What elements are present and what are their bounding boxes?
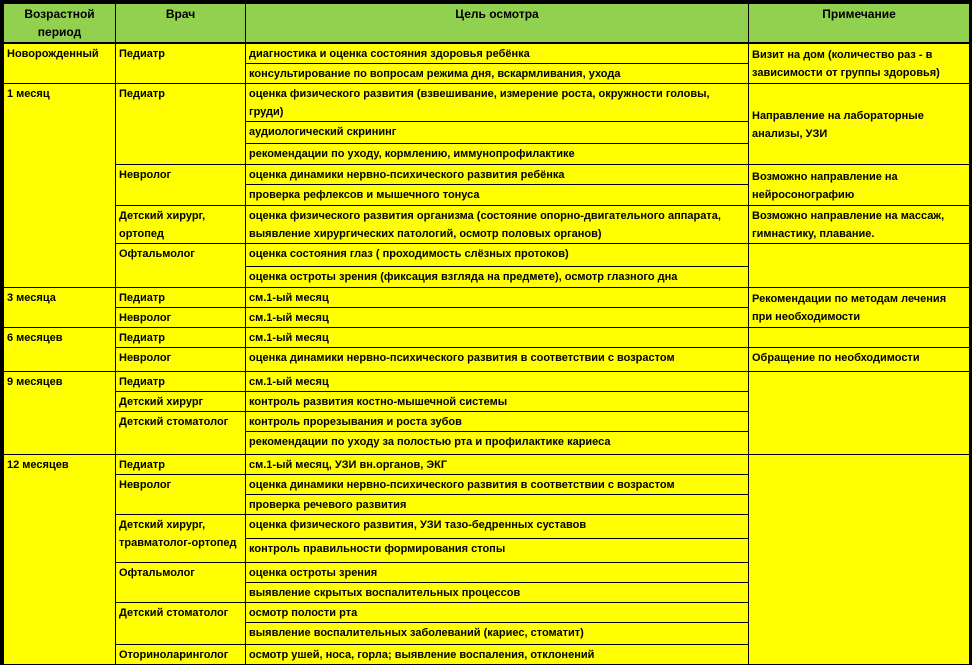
- checkup-schedule-table: [3, 3, 970, 665]
- doctor-cell: Педиатр: [116, 84, 246, 165]
- table-row: [4, 372, 970, 392]
- goal-cell: консультирование по вопросам режима дня, вскармливания, ухода: [246, 64, 749, 84]
- table-row: [4, 165, 970, 185]
- notes-cell: Возможно направление на массаж, гимнастику, плавание.: [749, 206, 970, 244]
- goal-cell: см.1-ый месяц: [246, 372, 749, 392]
- goal-cell: контроль правильности формирования стопы: [246, 539, 749, 563]
- doctor-cell: Офтальмолог: [116, 244, 246, 288]
- goal-cell: см.1-ый месяц, УЗИ вн.органов, ЭКГ: [246, 455, 749, 475]
- goal-cell: см.1-ый месяц: [246, 328, 749, 348]
- goal-cell: оценка динамики нервно-психического развития в соответствии с возрастом: [246, 348, 749, 372]
- age-period-cell: Новорожденный: [4, 43, 116, 84]
- goal-cell: выявление скрытых воспалительных процессов: [246, 583, 749, 603]
- table-row: [4, 455, 970, 475]
- goal-cell: оценка динамики нервно-психического развития в соответствии с возрастом: [246, 475, 749, 495]
- header-notes: Примечание: [749, 4, 970, 44]
- header-age-period: Возрастной период: [4, 4, 116, 44]
- doctor-cell: Детский стоматолог: [116, 603, 246, 645]
- doctor-cell: Оториноларинголог: [116, 645, 246, 665]
- doctor-cell: Педиатр: [116, 328, 246, 348]
- goal-cell: проверка рефлексов и мышечного тонуса: [246, 185, 749, 206]
- doctor-cell: Невролог: [116, 165, 246, 206]
- age-period-cell: 9 месяцев: [4, 372, 116, 455]
- notes-cell: Рекомендации по методам лечения при необходимости: [749, 288, 970, 328]
- doctor-cell: Педиатр: [116, 372, 246, 392]
- notes-cell: [749, 372, 970, 455]
- table-row: [4, 328, 970, 348]
- goal-cell: выявление воспалительных заболеваний (кариес, стоматит): [246, 623, 749, 645]
- doctor-cell: Невролог: [116, 475, 246, 515]
- header-row: [4, 4, 970, 44]
- goal-cell: осмотр ушей, носа, горла; выявление воспаления, отклонений: [246, 645, 749, 665]
- doctor-cell: Детский стоматолог: [116, 412, 246, 455]
- notes-cell: [749, 455, 970, 665]
- table-row: [4, 244, 970, 267]
- table-row: [4, 206, 970, 244]
- goal-cell: контроль прорезывания и роста зубов: [246, 412, 749, 432]
- doctor-cell: Педиатр: [116, 455, 246, 475]
- notes-cell: Возможно направление на нейросонографию: [749, 165, 970, 206]
- doctor-cell: Педиатр: [116, 43, 246, 84]
- schedule-table-wrapper: [3, 3, 969, 665]
- goal-cell: рекомендации по уходу, кормлению, иммунопрофилактике: [246, 144, 749, 165]
- table-row: [4, 43, 970, 64]
- header-goal: Цель осмотра: [246, 4, 749, 44]
- doctor-cell: Детский хирург: [116, 392, 246, 412]
- goal-cell: проверка речевого развития: [246, 495, 749, 515]
- age-period-cell: 6 месяцев: [4, 328, 116, 372]
- age-period-cell: 3 месяца: [4, 288, 116, 328]
- table-row: [4, 348, 970, 372]
- doctor-cell: Невролог: [116, 348, 246, 372]
- notes-cell: [749, 244, 970, 288]
- goal-cell: оценка физического развития (взвешивание, измерение роста, окружности головы, груди): [246, 84, 749, 122]
- notes-cell: Направление на лабораторные анализы, УЗИ: [749, 84, 970, 165]
- age-period-cell: 12 месяцев: [4, 455, 116, 665]
- table-row: [4, 84, 970, 122]
- notes-cell: Визит на дом (количество раз - в зависимости от группы здоровья): [749, 43, 970, 84]
- age-period-cell: 1 месяц: [4, 84, 116, 288]
- goal-cell: оценка остроты зрения: [246, 563, 749, 583]
- doctor-cell: Детский хирург, ортопед: [116, 206, 246, 244]
- doctor-cell: Педиатр: [116, 288, 246, 308]
- table-body: [4, 43, 970, 665]
- notes-cell: Обращение по необходимости: [749, 348, 970, 372]
- goal-cell: диагностика и оценка состояния здоровья ребёнка: [246, 43, 749, 64]
- goal-cell: осмотр полости рта: [246, 603, 749, 623]
- header-doctor: Врач: [116, 4, 246, 44]
- table-row: [4, 288, 970, 308]
- goal-cell: аудиологический скрининг: [246, 122, 749, 144]
- goal-cell: оценка остроты зрения (фиксация взгляда на предмете), осмотр глазного дна: [246, 267, 749, 288]
- goal-cell: контроль развития костно-мышечной системы: [246, 392, 749, 412]
- goal-cell: оценка динамики нервно-психического развития ребёнка: [246, 165, 749, 185]
- notes-cell: [749, 328, 970, 348]
- goal-cell: рекомендации по уходу за полостью рта и профилактике кариеса: [246, 432, 749, 455]
- goal-cell: см.1-ый месяц: [246, 288, 749, 308]
- doctor-cell: Детский хирург, травматолог-ортопед: [116, 515, 246, 563]
- goal-cell: оценка состояния глаз ( проходимость слёзных протоков): [246, 244, 749, 267]
- doctor-cell: Офтальмолог: [116, 563, 246, 603]
- goal-cell: оценка физического развития, УЗИ тазо-бедренных суставов: [246, 515, 749, 539]
- goal-cell: оценка физического развития организма (состояние опорно-двигательного аппарата, выявление хирургических патологий, осмотр половых органов): [246, 206, 749, 244]
- goal-cell: см.1-ый месяц: [246, 308, 749, 328]
- doctor-cell: Невролог: [116, 308, 246, 328]
